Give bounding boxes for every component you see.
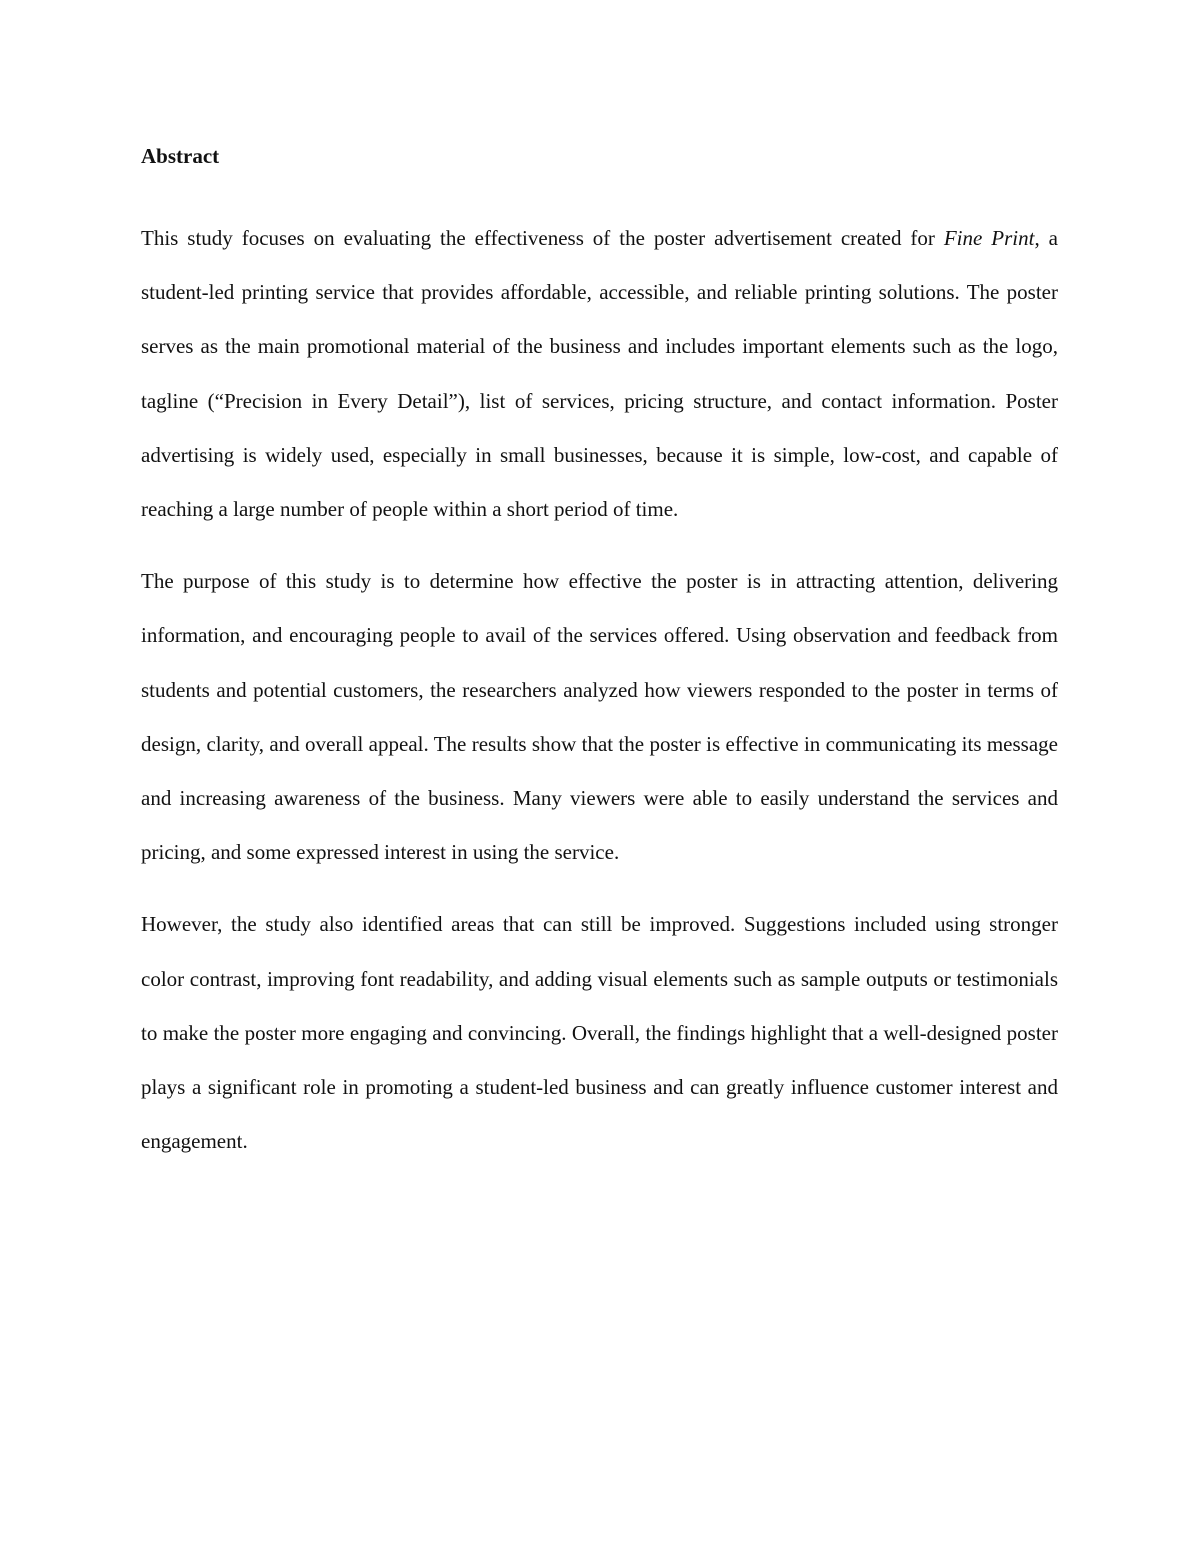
document-body bbox=[141, 138, 1058, 1195]
abstract-heading: Abstract bbox=[141, 144, 220, 168]
paragraph-1-text-end: , a student-led printing service that provides affordable, accessible, and reliable printing solutions. The poster serves as the main promotional material of the business and includes important elements such as the logo, tagline (“Precision in Every Detail”), list of services, pricing structure, and contact information. Poster advertising is widely used, especially in small businesses, because it is simple, low-cost, and capable of reaching a large number of people within a short period of time. bbox=[141, 226, 1058, 522]
abstract-paragraph-1 bbox=[141, 211, 1058, 536]
abstract-paragraph-3: However, the study also identified areas that can still be improved. Suggestions included using stronger color contrast, improving font readability, and adding visual elements such as sample outputs or testimonials to make the poster more engaging and convincing. Overall, the findings highlight that a well-designed poster plays a significant role in promoting a student-led business and can greatly influence customer interest and engagement. bbox=[141, 912, 1058, 1154]
abstract-paragraph-2: The purpose of this study is to determine how effective the poster is in attracting attention, delivering information, and encouraging people to avail of the services offered. Using observation and feedback from students and potential customers, the researchers analyzed how viewers responded to the poster in terms of design, clarity, and overall appeal. The results show that the poster is effective in communicating its message and increasing awareness of the business. Many viewers were able to easily understand the services and pricing, and some expressed interest in using the service. bbox=[141, 569, 1058, 865]
business-name-italic: Fine Print bbox=[943, 226, 1035, 250]
paragraph-1-text-start: This study focuses on evaluating the effectiveness of the poster advertisement created for bbox=[141, 226, 944, 250]
